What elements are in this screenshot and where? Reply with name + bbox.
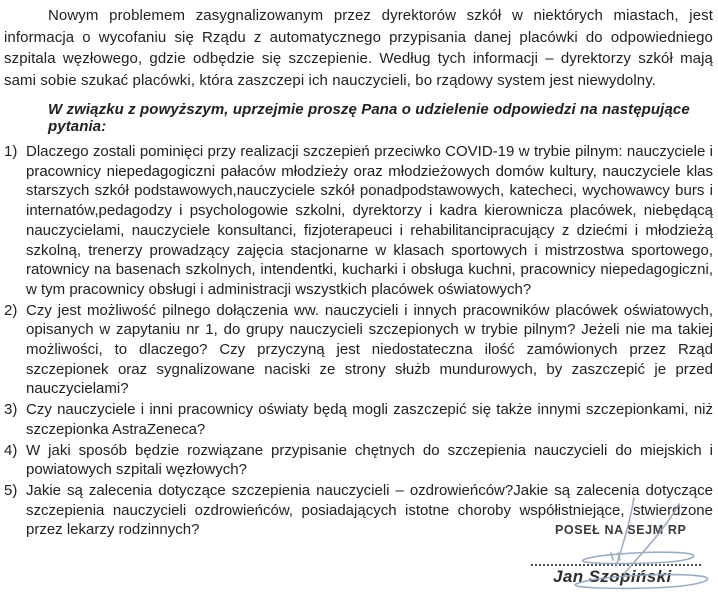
question-item [4,142,713,300]
question-item [4,441,713,480]
signer-title: POSEŁ NA SEJM RP [555,523,687,537]
question-item [4,301,713,400]
signature-block [528,496,714,596]
question-number: 4) [4,441,18,459]
questions-list [4,142,713,540]
question-number: 2) [4,301,18,319]
question-text: W jaki sposób będzie rozwiązane przypisanie chętnych do szczepienia nauczycieli do miejskich i powiatowych szpitali węzłowych? [26,441,713,479]
request-line: W związku z powyższym, uprzejmie proszę Pana o udzielenie odpowiedzi na następujące pytania: [48,101,690,135]
signer-name: Jan Szopiński [553,567,672,586]
question-text: Czy nauczyciele i inni pracownicy oświaty będą mogli zaszczepić się także innymi szczepionkami, niż szczepionka AstraZeneca? [26,401,713,438]
question-text: Czy jest możliwość pilnego dołączenia ww. nauczycieli i innych pracowników placówek oświatowych, opisanych w zapytaniu nr 1, do grupy nauczycieli szczepionych w trybie pilnym? Jeżeli nie ma takiej możliwości, to dlaczego? Czy przyczyną jest niedostateczna ilość zamówionych przez Rząd szczepionek oraz sygnalizowane naciski ze strony służb mundurowych, by zaszczepić je przed nauczycielami? [26,301,713,398]
question-item [4,400,713,439]
question-number: 3) [4,401,18,419]
signature-line [531,564,701,566]
question-number: 1) [4,143,18,160]
question-text: Dlaczego zostali pominięci przy realizacji szczepień przeciwko COVID-19 w trybie pilnym: nauczyciele i pracownicy niepedagogiczni pałaców młodzieży oraz młodzieżowych domów kultury, nauczyciele klas starszych szkół podstawowych,nauczyciele szkół ponadpodstawowych, katecheci, wychowawcy burs i internatów,pedagodzy i psychologowie szkolni, dyrektorzy i kadra kierownicza placówek, niebędącą nauczycielami, nauczyciele konsultanci, fizjoterapeuci i rehabilitancipracujący z dziećmi i młodzieżą szkolną, trenerzy prowadzący zajęcia stacjonarne w klasach sportowych i mistrzostwa sportowego, ratownicy na basenach szkolnych, intendentki, kucharki i obsługa kuchni, pracownicy niepedagogiczni, w tym pracownicy obsługi i administracji wszystkich placówek oświatowych? [26,143,713,298]
intro-paragraph: Nowym problemem zasygnalizowanym przez dyrektorów szkół w niektórych miastach, jest informacja o wycofaniu się Rządu z automatycznego przypisania danej placówki do odpowiedniego szpitala węzłowego, gdzie odbędzie się szczepienie. Według tych informacji – dyrektorzy szkół mają sami sobie szukać placówki, która zaszczepi ich nauczycieli, bo rządowy system jest niewydolny. [4,7,713,89]
question-text: Jakie są zalecenia dotyczące szczepienia nauczycieli – ozdrowieńców?Jakie są zalecenia dotyczące szczepienia nauczycieli ozdrowieńców, posiadających istotne choroby współistniejące, stwierdzone przez lekarzy rodzinnych? [26,481,713,539]
question-number: 5) [4,481,18,499]
